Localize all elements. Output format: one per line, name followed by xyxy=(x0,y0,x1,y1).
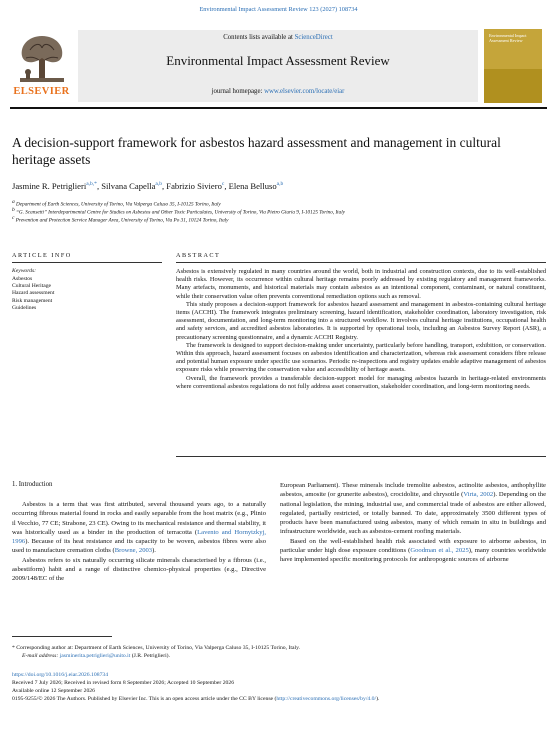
corresponding-author-text: Corresponding author at: Department of Earth Sciences, University of Torino, Via Valperga Caluso 35, I-10125 Torino, Italy. xyxy=(16,645,300,651)
footnote-rule xyxy=(12,636,112,637)
keyword-item: Hazard assessment xyxy=(12,290,55,297)
body-text: European Parliament). These minerals include tremolite asbestos, actinolite asbestos, anthophyllite asbestos, amosite (or grunerite asbestos), crocidolite, and chrysotile ( xyxy=(280,482,546,499)
journal-reference[interactable]: Environmental Impact Assessment Review 123 (2027) 108734 xyxy=(199,6,358,13)
abstract-end-rule xyxy=(176,456,546,457)
keyword-item: Cultural Heritage xyxy=(12,283,51,290)
body-paragraph xyxy=(12,500,266,556)
contents-prefix: Contents lists available at xyxy=(223,34,295,41)
affiliation-b-text: “G. Scansetti” Interdepartmental Centre for Studies on Asbestos and Other Toxic Particulates, University of Torino, Via Pietro Giuria 9, I-10125 Torino, Italy xyxy=(16,209,345,216)
body-text: Asbestos refers to six naturally occurring silicate minerals characterised by a fibrous (i.e., asbestiform) habit and a range of distinctive chemico-physical properties (e.g., Directive 2009/148/EC of the xyxy=(12,556,266,583)
contents-line xyxy=(78,34,478,41)
sciencedirect-link[interactable]: ScienceDirect xyxy=(294,34,333,41)
affiliation-c-sup: c xyxy=(12,215,15,221)
citation-link[interactable]: Lavento and Hornytzkyj, 1996 xyxy=(12,528,267,546)
keywords-label: Keywords: xyxy=(12,268,37,274)
author-list xyxy=(12,181,532,191)
affiliation-a-text: Department of Earth Sciences, University of Torino, Via Valperga Caluso 35, I-10125 Torino, Italy xyxy=(16,201,221,208)
body-paragraph xyxy=(12,556,266,584)
keyword-item: Risk management xyxy=(12,297,53,304)
corresponding-author-note xyxy=(12,645,542,653)
body-text: ). Depending on the national legislation, the mining, industrial use, and commercial trade of asbestos are either allowed, regulated, partially restricted, or totally banned. To date, approximately 3500 different types of products have been manufactured using asbestos, many of which remain in situ in buildings and infrastructure worldwide, such as asbestos-cement roofing materials. xyxy=(280,491,547,536)
article-info-rule xyxy=(12,262,162,263)
author-affiliation-sup[interactable]: a,b xyxy=(276,181,284,188)
journal-title: Environmental Impact Assessment Review xyxy=(166,53,390,68)
asterisk-mark: * xyxy=(12,645,17,651)
abstract-paragraph: Overall, the framework provides a transferable decision-support model for managing asbestos hazards in heritage-related environments where conventional asbestos regulations do not fully address asset conservation, stakeholder coordination, and long-term monitoring needs. xyxy=(176,374,546,390)
author-name[interactable]: Silvana Capella xyxy=(101,181,156,191)
abstract-paragraph: This study proposes a decision-support framework for asbestos hazard assessment and management in asbestos-containing cultural heritage items (ACCHI). The framework integrates preliminary screening, hazard identification, stakeholder coordination, laboratory investigation, risk assessment, documentation, and long-term monitoring into a structured workflow. It involves cultural heritage institutions, occupational health and safety services, and accredited asbestos laboratories. It is supported by operational tools, including an Asbestos Survey Report (ASR), a precautionary screening questionnaire, and a dynamic ACCHI Registry. xyxy=(176,300,546,341)
author-name[interactable]: Jasmine R. Petriglieri xyxy=(12,181,87,191)
homepage-prefix: journal homepage: xyxy=(211,88,265,95)
body-paragraph xyxy=(280,537,546,565)
cover-title: Environmental Impact Assessment Review xyxy=(489,33,527,43)
abstract-paragraph: The framework is designed to support decision-making under uncertainty, particularly before handling, transport, exhibition, or conservation. Within this approach, hazard assessment focuses on asbestos identification and characterization, whereas risk assessment considers fibre release and potential human exposure under specific use scenarios. Periodic re-inspections and registry updates enable adaptive management of asbestos exposure risks while preserving the conservation value and accessibility of heritage assets. xyxy=(176,341,546,374)
abstract-body xyxy=(176,268,546,391)
citation-link[interactable]: Goodman et al., 2025 xyxy=(410,547,469,555)
right-column xyxy=(280,481,546,565)
body-text: ), many countries worldwide have implemented specific monitoring protocols for anthropogenic sources of airborne xyxy=(280,547,547,564)
license-text: 0195-9255/© 2026 The Authors. Published by Elsevier Inc. This is an open access article under the CC BY license ( xyxy=(12,696,277,702)
keyword-item: Asbestos xyxy=(12,276,33,282)
author-affiliation-sup[interactable]: a,b xyxy=(155,181,162,188)
body-text: Based on the well-established health risk associated with exposure to airborne asbestos, in particular under high dose exposure conditions ( xyxy=(280,537,546,555)
left-column xyxy=(12,500,266,584)
author-name[interactable]: Fabrizio Siviero xyxy=(166,181,222,191)
email-after: (J.R. Petriglieri). xyxy=(130,653,170,659)
author-separator: , xyxy=(96,181,102,191)
received-dates: Received 7 July 2026; Received in revised form 8 September 2026; Accepted 10 September 2026 xyxy=(12,680,235,686)
affiliation-b-sup: b xyxy=(12,207,15,213)
abstract-paragraph: Asbestos is extensively regulated in many countries around the world, both in industrial and construction contexts, due to its well-established health risks. However, its occurrence within cultural heritage remains poorly addressed by existing regulatory and management frameworks. Many artefacts, monuments, and historical materials may contain asbestos as an intentional component, contaminant, or natural constituent, while their conservation value often prevents conventional remediation options such as removal. xyxy=(176,268,546,300)
elsevier-logo[interactable] xyxy=(10,28,73,102)
homepage-line xyxy=(78,88,478,95)
intro-heading: 1. Introduction xyxy=(12,481,53,488)
license-line xyxy=(12,695,552,703)
author-affiliation-sup[interactable]: c xyxy=(221,181,225,188)
cover-band xyxy=(484,69,542,103)
affiliation-a-sup: a xyxy=(12,199,15,205)
abstract-rule xyxy=(176,262,546,263)
citation-link[interactable]: Virta, 2002 xyxy=(463,491,494,499)
email-link[interactable]: jasminerita.petriglieri@unito.it xyxy=(59,653,131,659)
body-text: Asbestos is a term that was first attributed, several thousand years ago, to a naturally occurring fibrous material found in rocks and easily separable from the host matrix (e.g., Plinio il Vecchio, 77 CE; Strabone, 23 CE). Owing to its mechanical resistance and thermal stability, it was historically used as a binder in the production of terracotta ( xyxy=(12,501,266,536)
body-text: ). Because of its heat resistance and its capacity to be woven, asbestos fibres were also used to manufacture cremation cloths ( xyxy=(12,538,266,555)
homepage-link[interactable]: www.elsevier.com/locate/eiar xyxy=(264,88,345,95)
available-online: Available online 12 September 2026 xyxy=(12,688,95,694)
citation-link[interactable]: Browne, 2003 xyxy=(114,547,153,555)
email-note xyxy=(22,653,542,661)
abstract-heading: ABSTRACT xyxy=(176,252,221,259)
keywords-list xyxy=(12,276,54,312)
license-after: ). xyxy=(376,696,380,702)
journal-header xyxy=(78,30,478,102)
author-separator: , xyxy=(162,181,167,191)
body-text: ). xyxy=(152,547,156,555)
article-title: A decision-support framework for asbestos hazard assessment and management in cultural heritage assets xyxy=(12,135,501,167)
elsevier-wordmark: ELSEVIER xyxy=(13,86,70,97)
body-paragraph xyxy=(280,481,546,537)
keyword-item: Guidelines xyxy=(12,304,37,311)
author-affiliation-sup[interactable]: a,b,* xyxy=(86,181,97,188)
header-rule xyxy=(10,107,547,109)
article-info-heading: ARTICLE INFO xyxy=(12,252,72,259)
elsevier-tree-icon xyxy=(16,30,68,84)
journal-cover-thumbnail[interactable] xyxy=(484,29,542,103)
affiliation-c xyxy=(12,215,542,224)
author-separator: , xyxy=(224,181,229,191)
author-name[interactable]: Elena Belluso xyxy=(228,181,277,191)
affiliation-c-text: Prevention and Protection Service Manager Area, University of Torino, Via Po 31, 10124 Torino, Italy xyxy=(15,217,229,224)
email-label: E-mail address: xyxy=(22,653,60,659)
license-link[interactable]: http://creativecommons.org/licenses/by/4.0/ xyxy=(276,696,377,702)
doi-link[interactable]: https://doi.org/10.1016/j.eiar.2026.108734 xyxy=(12,672,109,678)
